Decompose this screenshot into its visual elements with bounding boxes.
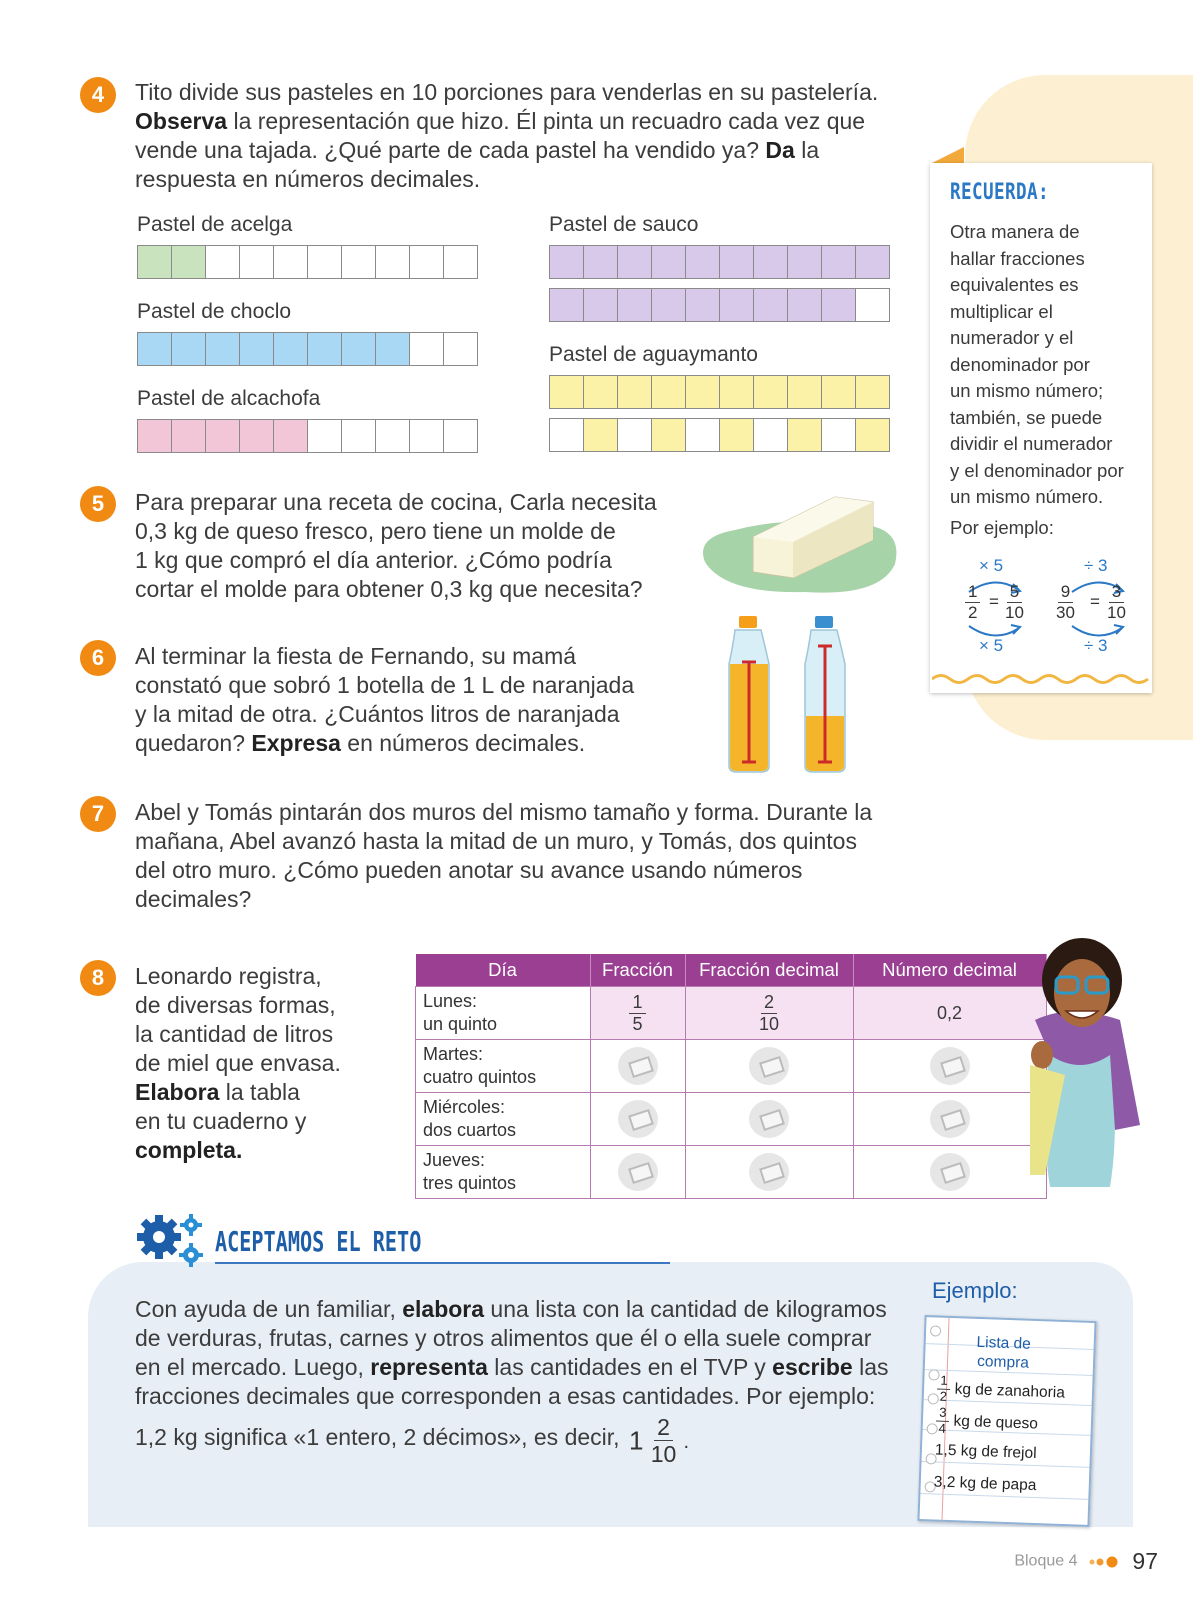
question-4-text: Tito divide sus pasteles en 10 porciones para venderlas en su pastelería. Observa la representación que hizo. Él pinta un recuadro cada vez que vende una tajada. ¿Qué parte de cada pastel ha vendido ya? Da la respuesta en números decimales. bbox=[135, 79, 879, 192]
question-8-text: Leonardo registra, de diversas formas, la cantidad de litros de miel que envasa. Elabora la tabla en tu cuaderno y completa. bbox=[135, 963, 341, 1163]
bar-cell bbox=[822, 289, 856, 321]
bar-cell bbox=[720, 419, 754, 451]
question-number-badge: 4 bbox=[80, 77, 116, 113]
bar-cell bbox=[550, 246, 584, 278]
equivalent-fraction-example: × 5 $\frac{1}{2}$ = $\frac{5}{10}$ × 5 bbox=[955, 556, 1035, 656]
bar-cell bbox=[754, 376, 788, 408]
bar-cell bbox=[342, 420, 376, 452]
question-7-text: Abel y Tomás pintarán dos muros del mismo tamaño y forma. Durante la mañana, Abel avanzó hasta la mitad de un muro, y Tomás, dos quintos del otro muro. ¿Cómo pueden anotar su avance usando números decimales? bbox=[135, 799, 873, 912]
bottle-half bbox=[805, 616, 845, 772]
bar-cell bbox=[550, 419, 584, 451]
fraction-bar bbox=[137, 245, 478, 279]
bar-cell bbox=[584, 289, 618, 321]
question-5-text: Para preparar una receta de cocina, Carla necesita 0,3 kg de queso fresco, pero tiene un molde de 1 kg que compró el día anterior. ¿Cómo podría cortar el molde para obtener 0,3 kg que necesita? bbox=[135, 489, 657, 602]
bar-cell bbox=[652, 246, 686, 278]
table-header: Fracción decimal bbox=[685, 954, 853, 987]
pencil-notebook-icon bbox=[618, 1153, 658, 1191]
bar-cell bbox=[444, 246, 477, 278]
bar-cell bbox=[788, 289, 822, 321]
bar-cell bbox=[274, 246, 308, 278]
bar-cell bbox=[550, 289, 584, 321]
bar-cell bbox=[686, 246, 720, 278]
table-row: Miércoles: dos cuartos bbox=[416, 1093, 1047, 1146]
table-header: Fracción bbox=[590, 954, 685, 987]
bar-cell bbox=[584, 419, 618, 451]
bar-cell bbox=[584, 376, 618, 408]
reto-example-line: 1,2 kg significa «1 entero, 2 décimos», es decir, bbox=[135, 1424, 620, 1450]
fraction-bar bbox=[137, 332, 478, 366]
list-item: 1,5 kg de frejol bbox=[934, 1441, 1037, 1463]
fraction-bar bbox=[137, 419, 478, 453]
equivalent-fraction-example: ÷ 3 $\frac{9}{30}$ = $\frac{3}{10}$ ÷ 3 bbox=[1052, 556, 1142, 656]
bar-cell bbox=[376, 333, 410, 365]
pencil-notebook-icon bbox=[930, 1153, 970, 1191]
bar-cell bbox=[856, 419, 889, 451]
shopping-list-note bbox=[917, 1315, 1096, 1527]
bar-cell bbox=[342, 246, 376, 278]
pencil-notebook-icon bbox=[749, 1153, 789, 1191]
bar-cell bbox=[172, 420, 206, 452]
mixed-number: 1 $\frac{2}{10}$ . bbox=[629, 1414, 690, 1468]
pencil-notebook-icon bbox=[618, 1100, 658, 1138]
bar-cell bbox=[584, 246, 618, 278]
pencil-notebook-icon bbox=[749, 1100, 789, 1138]
bar-cell bbox=[686, 419, 720, 451]
fraction-bar bbox=[549, 245, 890, 279]
bar-cell bbox=[172, 333, 206, 365]
bar-cell bbox=[444, 420, 477, 452]
bar-cell bbox=[720, 289, 754, 321]
bar-cell bbox=[138, 420, 172, 452]
page-number: 97 bbox=[1132, 1548, 1158, 1574]
bar-cell bbox=[274, 420, 308, 452]
bar-cell bbox=[206, 333, 240, 365]
reto-title: ACEPTAMOS EL RETO bbox=[215, 1225, 422, 1258]
note-title: Lista de compra bbox=[976, 1333, 1032, 1372]
bar-cell bbox=[550, 376, 584, 408]
bar-cell bbox=[274, 333, 308, 365]
bar-cell bbox=[652, 376, 686, 408]
bar-cell bbox=[410, 246, 444, 278]
bottle-full bbox=[729, 616, 769, 772]
wavy-border bbox=[932, 672, 1150, 686]
bar-cell bbox=[652, 419, 686, 451]
bar-cell bbox=[686, 376, 720, 408]
bar-cell bbox=[822, 246, 856, 278]
recuerda-text: Otra manera de hallar fracciones equivalentes es multiplicar el numerador y el denominador por un mismo número; también, se puede dividir el numerador y el denominador por un mismo número. Por ejemplo: bbox=[950, 221, 1124, 538]
bar-cell bbox=[206, 246, 240, 278]
question-number-badge: 8 bbox=[80, 960, 116, 996]
gears-icon bbox=[135, 1211, 207, 1273]
question-number-badge: 7 bbox=[80, 796, 116, 832]
bar-cell bbox=[754, 289, 788, 321]
bar-cell bbox=[754, 419, 788, 451]
fraction-bar bbox=[549, 288, 890, 322]
bar-cell bbox=[240, 333, 274, 365]
bar-cell bbox=[652, 289, 686, 321]
cheese-block-image bbox=[695, 492, 907, 600]
bar-cell bbox=[444, 333, 477, 365]
pencil-notebook-icon bbox=[749, 1047, 789, 1085]
pencil-notebook-icon bbox=[618, 1047, 658, 1085]
bar-cell bbox=[618, 376, 652, 408]
table-row: Lunes: un quinto $\frac{1}{5}$ $\frac{2}{10}$ 0,2 bbox=[416, 987, 1047, 1040]
bar-cell bbox=[720, 376, 754, 408]
bar-cell bbox=[240, 246, 274, 278]
bar-cell bbox=[720, 246, 754, 278]
reto-text: Con ayuda de un familiar, elabora una lista con la cantidad de kilogramos de verduras, frutas, carnes y otros alimentos que él o ella suele comprar en el mercado. Luego, representa las cantidades en el TVP y escribe las fracciones decimales que corresponden a esas cantidades. Por ejemplo: bbox=[135, 1296, 889, 1409]
question-6-text: Al terminar la fiesta de Fernando, su mamá constató que sobró 1 botella de 1 L de naranjada y la mitad de otra. ¿Cuántos litros de naranjada quedaron? Expresa en números decimales. bbox=[135, 643, 635, 756]
bar-cell bbox=[206, 420, 240, 452]
recuerda-title: RECUERDA: bbox=[950, 180, 1049, 205]
table-header: Día bbox=[416, 954, 591, 987]
cake-label-aguaymanto: Pastel de aguaymanto bbox=[549, 343, 758, 366]
ejemplo-label: Ejemplo: bbox=[932, 1278, 1018, 1303]
bar-cell bbox=[376, 246, 410, 278]
list-item: 3,2 kg de papa bbox=[933, 1473, 1037, 1495]
cake-label-acelga: Pastel de acelga bbox=[137, 213, 293, 236]
honey-register-table bbox=[415, 954, 1047, 1199]
bar-cell bbox=[856, 289, 889, 321]
bar-cell bbox=[856, 376, 889, 408]
table-row: Martes: cuatro quintos bbox=[416, 1040, 1047, 1093]
bar-cell bbox=[788, 246, 822, 278]
bar-cell bbox=[308, 420, 342, 452]
bar-cell bbox=[342, 333, 376, 365]
bar-cell bbox=[618, 246, 652, 278]
reto-underline bbox=[215, 1262, 670, 1264]
bar-cell bbox=[618, 289, 652, 321]
question-number-badge: 6 bbox=[80, 640, 116, 676]
bar-cell bbox=[822, 376, 856, 408]
dots-icon bbox=[1088, 1555, 1122, 1569]
bar-cell bbox=[138, 333, 172, 365]
bar-cell bbox=[754, 246, 788, 278]
bar-cell bbox=[788, 419, 822, 451]
bottles-image bbox=[725, 616, 865, 776]
boy-character-image bbox=[1030, 925, 1150, 1190]
block-label: Bloque 4 bbox=[1014, 1552, 1078, 1570]
card-corner-fold bbox=[930, 147, 964, 164]
pencil-notebook-icon bbox=[930, 1047, 970, 1085]
table-row: Jueves: tres quintos bbox=[416, 1146, 1047, 1199]
bar-cell bbox=[410, 333, 444, 365]
bar-cell bbox=[410, 420, 444, 452]
cake-label-alcachofa: Pastel de alcachofa bbox=[137, 387, 321, 410]
pencil-notebook-icon bbox=[930, 1100, 970, 1138]
cake-label-choclo: Pastel de choclo bbox=[137, 300, 292, 323]
cake-label-sauco: Pastel de sauco bbox=[549, 213, 699, 236]
fraction-bar bbox=[549, 375, 890, 409]
table-header: Número decimal bbox=[853, 954, 1046, 987]
bar-cell bbox=[138, 246, 172, 278]
bar-cell bbox=[788, 376, 822, 408]
bar-cell bbox=[308, 333, 342, 365]
bar-cell bbox=[240, 420, 274, 452]
bar-cell bbox=[308, 246, 342, 278]
question-number-badge: 5 bbox=[80, 486, 116, 522]
list-item: $\frac{3}{4}$ kg de queso bbox=[935, 1406, 1038, 1440]
fraction-bar bbox=[549, 418, 890, 452]
bar-cell bbox=[618, 419, 652, 451]
bar-cell bbox=[376, 420, 410, 452]
bar-cell bbox=[686, 289, 720, 321]
list-item: $\frac{1}{2}$ kg de zanahoria bbox=[937, 1374, 1066, 1409]
bar-cell bbox=[856, 246, 889, 278]
bar-cell bbox=[172, 246, 206, 278]
bar-cell bbox=[822, 419, 856, 451]
page-footer bbox=[1014, 1548, 1158, 1575]
